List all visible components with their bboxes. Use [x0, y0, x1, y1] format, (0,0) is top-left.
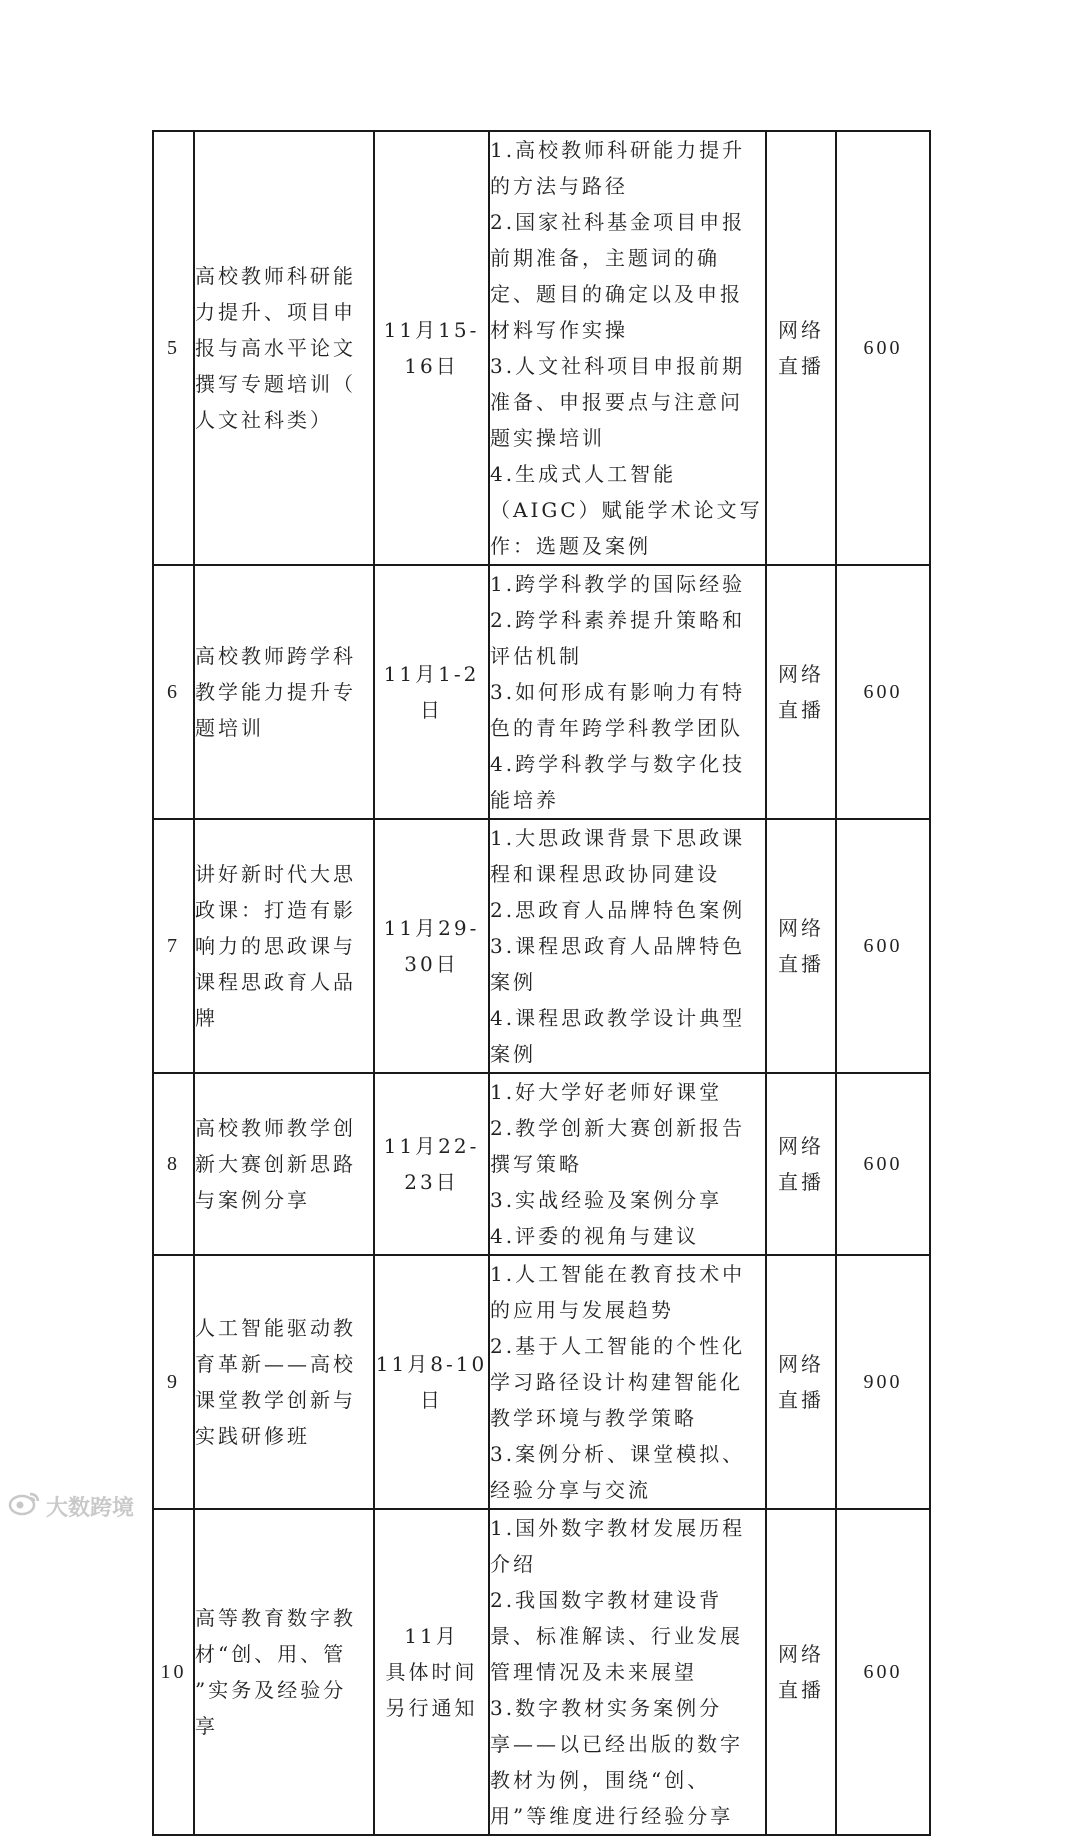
course-mode	[766, 1509, 836, 1835]
course-content-line: 1.好大学好老师好课堂	[490, 1080, 723, 1104]
course-content-line: 2.跨学科素养提升策略和	[490, 608, 746, 632]
course-content-line: 的方法与路径	[490, 174, 628, 198]
weibo-icon	[8, 1490, 42, 1522]
course-mode-line: 网络	[778, 318, 824, 342]
course-date-line: 11月1-2	[383, 662, 480, 686]
course-mode	[766, 565, 836, 819]
course-name-line: 享	[195, 1714, 218, 1738]
table-body	[153, 131, 930, 1835]
course-date-line: 30日	[404, 952, 459, 976]
course-name-line: 高校教师科研能	[195, 264, 356, 288]
row-number: 9	[153, 1255, 194, 1509]
course-mode-line: 直播	[778, 952, 824, 976]
course-name-line: 课程思政育人品	[195, 970, 356, 994]
course-name	[194, 565, 374, 819]
course-date-line: 23日	[404, 1170, 459, 1194]
course-mode-line: 直播	[778, 1170, 824, 1194]
course-date-line: 11月	[404, 1624, 459, 1648]
table-row	[153, 1073, 930, 1255]
watermark	[8, 1490, 134, 1522]
course-date-line: 16日	[404, 354, 459, 378]
course-name-line: 育革新——高校	[195, 1352, 356, 1376]
course-fee: 600	[836, 565, 930, 819]
course-name	[194, 1509, 374, 1835]
course-name-line: 响力的思政课与	[195, 934, 356, 958]
course-date-line: 日	[420, 698, 443, 722]
course-content-line: 案例	[490, 970, 536, 994]
row-number: 5	[153, 131, 194, 565]
course-content-line: 评估机制	[490, 644, 582, 668]
table-row	[153, 1255, 930, 1509]
course-content-line: 准备、申报要点与注意问	[490, 390, 743, 414]
course-content-line: 景、标准解读、行业发展	[490, 1624, 743, 1648]
course-date-line: 11月15-	[383, 318, 480, 342]
course-name-line: ”实务及经验分	[195, 1678, 347, 1702]
course-content-line: 3.人文社科项目申报前期	[490, 354, 746, 378]
course-content-line: 撰写策略	[490, 1152, 582, 1176]
course-name	[194, 1073, 374, 1255]
course-mode-line: 直播	[778, 698, 824, 722]
course-content-line: 前期准备，主题词的确	[490, 246, 720, 270]
row-number: 6	[153, 565, 194, 819]
course-mode-line: 网络	[778, 1352, 824, 1376]
course-name-line: 与案例分享	[195, 1188, 310, 1212]
course-content-line: （AIGC）赋能学术论文写	[490, 498, 763, 522]
course-name-line: 高等教育数字教	[195, 1606, 356, 1630]
course-content-line: 2.国家社科基金项目申报	[490, 210, 746, 234]
table-row	[153, 819, 930, 1073]
course-content-line: 1.人工智能在教育技术中	[490, 1262, 746, 1286]
course-date	[374, 1509, 489, 1835]
course-content-line: 3.数字教材实务案例分	[490, 1696, 723, 1720]
table-row	[153, 1509, 930, 1835]
course-content-line: 色的青年跨学科教学团队	[490, 716, 743, 740]
course-content-line: 3.案例分析、课堂模拟、	[490, 1442, 746, 1466]
course-mode-line: 直播	[778, 354, 824, 378]
course-fee: 600	[836, 1509, 930, 1835]
course-name-line: 高校教师跨学科	[195, 644, 356, 668]
row-number: 10	[153, 1509, 194, 1835]
table-row	[153, 131, 930, 565]
course-content-line: 2.我国数字教材建设背	[490, 1588, 723, 1612]
course-name-line: 政课：打造有影	[195, 898, 356, 922]
course-date	[374, 819, 489, 1073]
course-mode-line: 网络	[778, 1642, 824, 1666]
course-name-line: 教学能力提升专	[195, 680, 356, 704]
course-fee: 900	[836, 1255, 930, 1509]
course-content-line: 4.跨学科教学与数字化技	[490, 752, 746, 776]
course-content-line: 4.评委的视角与建议	[490, 1224, 700, 1248]
course-content-line: 作：选题及案例	[490, 534, 651, 558]
course-content-line: 3.如何形成有影响力有特	[490, 680, 746, 704]
course-name	[194, 131, 374, 565]
course-content-line: 享——以已经出版的数字	[490, 1732, 743, 1756]
course-content-line: 学习路径设计构建智能化	[490, 1370, 743, 1394]
course-content-line: 2.思政育人品牌特色案例	[490, 898, 746, 922]
course-content-line: 管理情况及未来展望	[490, 1660, 697, 1684]
course-mode-line: 直播	[778, 1388, 824, 1412]
course-name-line: 报与高水平论文	[195, 336, 356, 360]
course-mode-line: 网络	[778, 662, 824, 686]
row-number: 8	[153, 1073, 194, 1255]
course-mode-line: 网络	[778, 1134, 824, 1158]
course-content	[489, 1255, 766, 1509]
course-date-line: 11月8-10	[375, 1352, 488, 1376]
course-content-line: 用”等维度进行经验分享	[490, 1804, 734, 1828]
course-content-line: 教材为例，围绕“创、	[490, 1768, 711, 1792]
course-content-line: 材料写作实操	[490, 318, 628, 342]
course-content-line: 4.生成式人工智能	[490, 462, 677, 486]
course-name-line: 牌	[195, 1006, 218, 1030]
row-number: 7	[153, 819, 194, 1073]
course-table	[152, 130, 931, 1836]
course-mode	[766, 819, 836, 1073]
course-name-line: 讲好新时代大思	[195, 862, 356, 886]
course-content-line: 4.课程思政教学设计典型	[490, 1006, 746, 1030]
course-mode-line: 网络	[778, 916, 824, 940]
course-content	[489, 565, 766, 819]
course-name-line: 题培训	[195, 716, 264, 740]
watermark-text: 大数跨境	[46, 1495, 135, 1521]
course-fee: 600	[836, 131, 930, 565]
course-name	[194, 1255, 374, 1509]
course-content-line: 3.课程思政育人品牌特色	[490, 934, 746, 958]
course-content	[489, 819, 766, 1073]
course-content-line: 介绍	[490, 1552, 536, 1576]
course-content-line: 1.国外数字教材发展历程	[490, 1516, 746, 1540]
course-name-line: 力提升、项目申	[195, 300, 356, 324]
course-mode	[766, 1255, 836, 1509]
course-name-line: 撰写专题培训（	[195, 372, 356, 396]
course-date	[374, 1073, 489, 1255]
course-name-line: 实践研修班	[195, 1424, 310, 1448]
course-date	[374, 565, 489, 819]
course-content-line: 题实操培训	[490, 426, 605, 450]
table-row	[153, 565, 930, 819]
course-date	[374, 131, 489, 565]
course-name-line: 材“创、用、管	[195, 1642, 347, 1666]
course-date-line: 日	[420, 1388, 443, 1412]
course-content-line: 教学环境与教学策略	[490, 1406, 697, 1430]
course-content-line: 1.跨学科教学的国际经验	[490, 572, 746, 596]
course-mode	[766, 1073, 836, 1255]
course-mode-line: 直播	[778, 1678, 824, 1702]
course-content-line: 3.实战经验及案例分享	[490, 1188, 723, 1212]
course-content-line: 1.高校教师科研能力提升	[490, 138, 746, 162]
course-content-line: 经验分享与交流	[490, 1478, 651, 1502]
course-name-line: 人工智能驱动教	[195, 1316, 356, 1340]
course-content-line: 2.基于人工智能的个性化	[490, 1334, 746, 1358]
course-date	[374, 1255, 489, 1509]
course-content-line: 定、题目的确定以及申报	[490, 282, 743, 306]
course-content	[489, 131, 766, 565]
course-name-line: 高校教师教学创	[195, 1116, 356, 1140]
course-content	[489, 1509, 766, 1835]
course-name-line: 人文社科类）	[195, 408, 333, 432]
course-name	[194, 819, 374, 1073]
course-mode	[766, 131, 836, 565]
course-date-line: 11月22-	[383, 1134, 480, 1158]
course-fee: 600	[836, 1073, 930, 1255]
course-date-line: 另行通知	[385, 1696, 478, 1720]
course-content-line: 案例	[490, 1042, 536, 1066]
course-fee: 600	[836, 819, 930, 1073]
course-name-line: 课堂教学创新与	[195, 1388, 356, 1412]
course-name-line: 新大赛创新思路	[195, 1152, 356, 1176]
course-content-line: 的应用与发展趋势	[490, 1298, 674, 1322]
course-content-line: 能培养	[490, 788, 559, 812]
course-content-line: 1.大思政课背景下思政课	[490, 826, 746, 850]
course-content-line: 2.教学创新大赛创新报告	[490, 1116, 746, 1140]
course-content-line: 程和课程思政协同建设	[490, 862, 720, 886]
course-date-line: 具体时间	[385, 1660, 478, 1684]
course-date-line: 11月29-	[383, 916, 480, 940]
course-content	[489, 1073, 766, 1255]
